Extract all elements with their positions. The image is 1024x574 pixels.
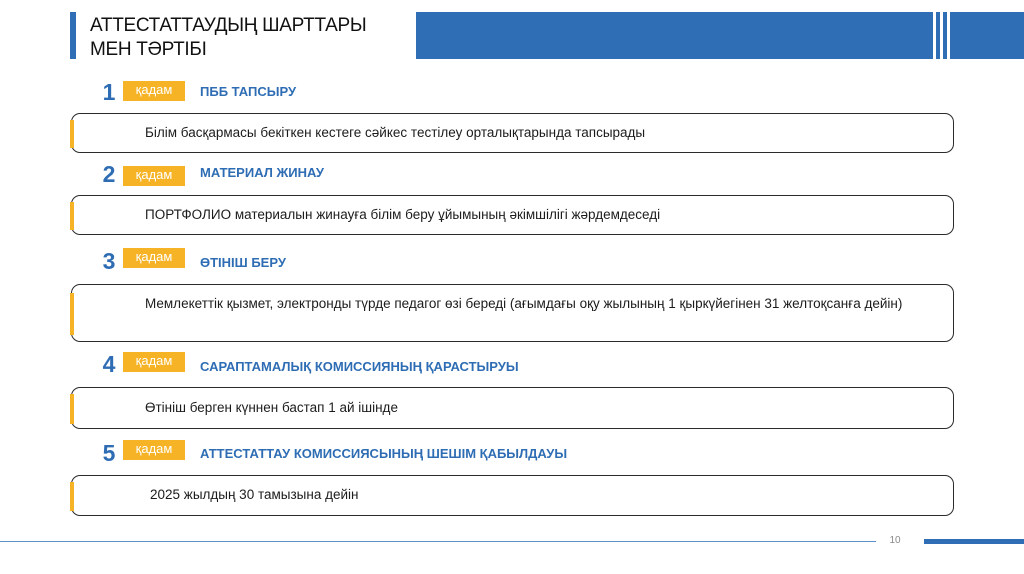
step-1-accent bbox=[70, 120, 74, 148]
step-3-box bbox=[71, 284, 954, 342]
step-1-number: 1 bbox=[102, 79, 116, 105]
step-2-description: ПОРТФОЛИО материалын жинауға білім беру ұйымының әкімшілігі жәрдемдеседі bbox=[145, 207, 661, 222]
step-1-box bbox=[71, 113, 954, 153]
step-5-box bbox=[71, 475, 954, 516]
step-3-accent bbox=[70, 293, 74, 335]
step-5-badge: қадам bbox=[123, 440, 185, 460]
step-4-badge: қадам bbox=[123, 352, 185, 372]
step-5-description: 2025 жылдың 30 тамызына дейін bbox=[150, 487, 359, 502]
header-bar-left bbox=[70, 12, 76, 59]
step-2-number: 2 bbox=[102, 161, 116, 187]
step-2-badge: қадам bbox=[123, 166, 185, 186]
step-4-number: 4 bbox=[102, 351, 116, 377]
step-2-accent bbox=[70, 202, 74, 230]
header-stripes-decoration bbox=[933, 12, 955, 59]
step-4-description: Өтініш берген күннен бастап 1 ай ішінде bbox=[145, 400, 398, 415]
footer-line bbox=[0, 541, 876, 542]
step-3-number: 3 bbox=[102, 248, 116, 274]
step-5-number: 5 bbox=[102, 440, 116, 466]
step-5-accent bbox=[70, 482, 74, 511]
slide-title: АТТЕСТАТТАУДЫҢ ШАРТТАРЫ МЕН ТӘРТІБІ bbox=[90, 15, 367, 60]
step-5-title: АТТЕСТАТТАУ КОМИССИЯСЫНЫҢ ШЕШІМ ҚАБЫЛДАУЫ bbox=[200, 446, 568, 461]
step-3-description: Мемлекеттік қызмет, электронды түрде педагог өзі береді (ағымдағы оқу жылының 1 қыркүйегінен 31 желтоқсанға дейін) bbox=[145, 296, 903, 311]
footer-bar bbox=[924, 539, 1024, 544]
step-1-title: ПББ ТАПСЫРУ bbox=[200, 84, 297, 99]
step-3-title: ӨТІНІШ БЕРУ bbox=[200, 255, 286, 270]
step-4-title: САРАПТАМАЛЫҚ КОМИССИЯНЫҢ ҚАРАСТЫРУЫ bbox=[200, 359, 519, 374]
step-2-box bbox=[71, 195, 954, 235]
step-2-title: МАТЕРИАЛ ЖИНАУ bbox=[200, 165, 324, 180]
step-4-box bbox=[71, 387, 954, 429]
step-4-accent bbox=[70, 394, 74, 424]
step-1-badge: қадам bbox=[123, 81, 185, 101]
page-number: 10 bbox=[889, 535, 901, 546]
step-1-description: Білім басқармасы бекіткен кестеге сәйкес тестілеу орталықтарында тапсырады bbox=[145, 125, 646, 140]
step-3-badge: қадам bbox=[123, 248, 185, 268]
